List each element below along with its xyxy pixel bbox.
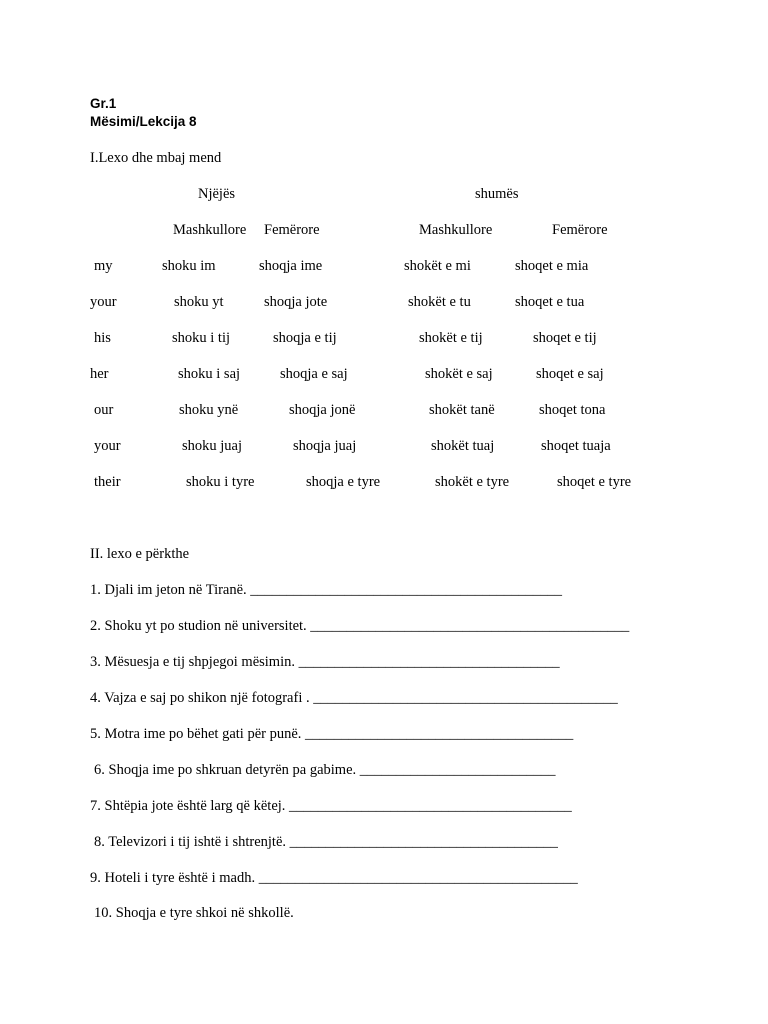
row-masc-plural: shokët e tij [419, 330, 483, 346]
row-english: your [90, 294, 117, 310]
row-english: her [90, 366, 109, 382]
row-masc-plural: shokët e tyre [435, 474, 510, 490]
row-masc-singular: shoku juaj [182, 438, 243, 454]
row-english: their [94, 474, 121, 490]
column-heading-masc-plural: Mashkullore [419, 222, 493, 238]
row-masc-plural: shokët e mi [404, 258, 471, 274]
row-masc-singular: shoku i tyre [186, 474, 255, 490]
row-fem-plural: shoqet e tua [515, 294, 585, 310]
exercise-sentence: 5. Motra ime po bëhet gati për punë. _____________________________________ [90, 726, 574, 742]
exercise-sentence: 4. Vajza e saj po shikon një fotografi . __________________________________________ [90, 690, 618, 706]
row-fem-plural: shoqet e saj [536, 366, 604, 382]
row-masc-singular: shoku ynë [179, 402, 239, 418]
row-masc-singular: shoku i tij [172, 330, 231, 346]
row-masc-singular: shoku im [162, 258, 216, 274]
exercise-sentence: 3. Mësuesja e tij shpjegoi mësimin. ____________________________________ [90, 654, 560, 670]
exercise-sentence: 2. Shoku yt po studion në universitet. ____________________________________________ [90, 618, 630, 634]
row-fem-singular: shoqja ime [259, 258, 323, 274]
exercise-sentence: 8. Televizori i tij ishtë i shtrenjtë. _____________________________________ [94, 834, 558, 850]
group-label: Gr.1 [90, 96, 117, 111]
plural-heading: shumës [475, 186, 519, 202]
section2-title: II. lexo e përkthe [90, 546, 190, 562]
row-fem-singular: shoqja e tij [273, 330, 337, 346]
exercise-sentence: 10. Shoqja e tyre shkoi në shkollë. [94, 905, 294, 921]
row-masc-singular: shoku yt [174, 294, 224, 310]
exercise-sentence: 1. Djali im jeton në Tiranë. ___________________________________________ [90, 582, 563, 598]
section1-title: I.Lexo dhe mbaj mend [90, 150, 222, 166]
row-masc-singular: shoku i saj [178, 366, 241, 382]
exercise-sentence: 9. Hoteli i tyre është i madh. ____________________________________________ [90, 870, 578, 886]
row-fem-plural: shoqet tona [539, 402, 606, 418]
row-fem-singular: shoqja e tyre [306, 474, 381, 490]
row-english: my [94, 258, 113, 274]
row-masc-plural: shokët tuaj [431, 438, 495, 454]
column-heading-masc-singular: Mashkullore [173, 222, 247, 238]
row-english: his [94, 330, 111, 346]
row-fem-singular: shoqja jonë [289, 402, 356, 418]
column-heading-fem-singular: Femërore [264, 222, 320, 238]
row-fem-plural: shoqet tuaja [541, 438, 611, 454]
row-english: our [94, 402, 114, 418]
row-masc-plural: shokët e tu [408, 294, 471, 310]
exercise-sentence: 7. Shtëpia jote është larg që këtej. _______________________________________ [90, 798, 572, 814]
lesson-title: Mësimi/Lekcija 8 [90, 114, 197, 129]
row-english: your [94, 438, 121, 454]
row-fem-plural: shoqet e tyre [557, 474, 632, 490]
exercise-sentence: 6. Shoqja ime po shkruan detyrën pa gabime. ___________________________ [94, 762, 556, 778]
row-fem-plural: shoqet e mia [515, 258, 589, 274]
row-masc-plural: shokët e saj [425, 366, 493, 382]
singular-heading: Njëjës [198, 186, 236, 202]
column-heading-fem-plural: Femërore [552, 222, 608, 238]
row-fem-plural: shoqet e tij [533, 330, 597, 346]
row-fem-singular: shoqja jote [264, 294, 328, 310]
row-fem-singular: shoqja e saj [280, 366, 348, 382]
row-masc-plural: shokët tanë [429, 402, 495, 418]
row-fem-singular: shoqja juaj [293, 438, 357, 454]
